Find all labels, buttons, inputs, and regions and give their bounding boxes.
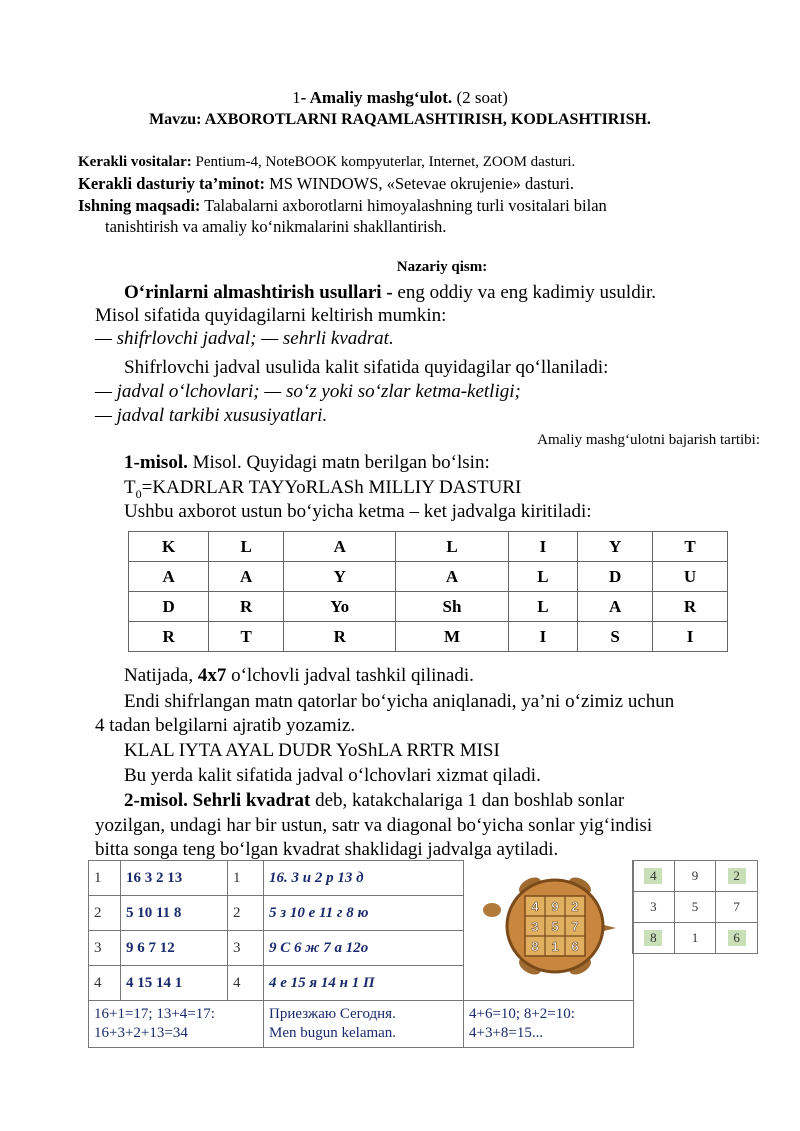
table-row: 3 5 7: [633, 892, 758, 923]
topic-title: Mavzu: AXBOROTLARNI RAQAMLASHTIRISH, KODLASHTIRISH.: [149, 111, 651, 128]
plaintext-line: $T_0=KADRLAR$ TAYYoRLASh MILLIY DASTURI: [124, 477, 522, 501]
software-line: Kerakli dasturiy ta’minot: MS WINDOWS, «Setevae okrujenie» dasturi.: [78, 174, 575, 193]
sum-note: 16+1=17; 13+4=17: 16+3+2+13=34: [89, 1001, 264, 1048]
turtle-head: [483, 903, 501, 917]
para-keys: Shifrlovchi jadval usulida kalit sifatida quyidagilar qo‘llaniladi:: [124, 357, 609, 378]
table-row: 2 5 10 11 8 2 5 з 10 е 11 г 8 ю: [89, 896, 634, 931]
turtle-number: 7: [571, 919, 579, 934]
translation-note: Приезжаю Сегодня. Men bugun kelaman.: [264, 1001, 464, 1048]
para-permutation-line2: Misol sifatida quyidagilarni keltirish mumkin:: [95, 305, 447, 326]
key-note: Bu yerda kalit sifatida jadval o‘lchovlari xizmat qiladi.: [124, 765, 541, 786]
practice-title: 1- Amaliy mashg‘ulot. (2 soat): [292, 88, 508, 107]
table-row: [89, 1001, 634, 1048]
list-methods: — shifrlovchi jadval; — sehrli kvadrat.: [95, 328, 394, 349]
cipher-table: [128, 531, 728, 652]
lo-shu-note: 4+6=10; 8+2=10: 4+3+8=15...: [464, 1001, 634, 1048]
table-row: 4 9 2: [633, 861, 758, 892]
table-row: 1 16 3 2 13 1 16. 3 и 2 р 13 д: [89, 861, 634, 896]
table-row: R T R M I S I: [129, 622, 728, 652]
turtle-number: 8: [531, 939, 539, 954]
table-row: D R Yo Sh L A R: [129, 592, 728, 622]
turtle-number: 5: [551, 919, 559, 934]
turtle-number: 3: [531, 919, 539, 934]
aim-paragraph: Ishning maqsadi: Talabalarni axborotlarni himoyalashning turli vositalari bilan tanishtirish va amaliy ko‘nikmalarini shakllantirish.: [78, 196, 607, 236]
lo-shu-table: [632, 860, 758, 954]
table-row: K L A L I Y T: [129, 532, 728, 562]
ciphertext-line: KLAL IYTA AYAL DUDR YoShLA RRTR MISI: [124, 740, 500, 761]
example2-line3: bitta songa teng bo‘lgan kvadrat shaklidagi jadvalga aytiladi.: [95, 839, 559, 860]
example2-intro: 2-misol. Sehrli kvadrat deb, katakchalariga 1 dan boshlab sonlar: [124, 790, 625, 811]
turtle-number: 1: [551, 939, 559, 954]
turtle-number: 2: [571, 899, 579, 914]
theory-heading: Nazariy qism:: [396, 259, 488, 275]
para-permutation: O‘rinlarni almashtirish usullari - eng oddiy va eng kadimiy usuldir.: [124, 282, 656, 303]
result-line: Natijada, 4x7 o‘lchovli jadval tashkil qilinadi.: [124, 665, 474, 686]
example2-line2: yozilgan, undagi har bir ustun, satr va diagonal bo‘yicha sonlar yig‘indisi: [95, 815, 653, 836]
example1-instruction: Ushbu axborot ustun bo‘yicha ketma – ket jadvalga kiritiladi:: [124, 501, 592, 522]
list-keys-1: — jadval o‘lchovlari; — so‘z yoki so‘zlar ketma-ketligi;: [95, 381, 521, 402]
turtle-number: 9: [551, 899, 559, 914]
para-rows-line2: 4 tadan belgilarni ajratib yozamiz.: [95, 715, 356, 736]
turtle-number: 6: [571, 939, 579, 954]
turtle-lo-shu-image: [478, 862, 632, 982]
table-row: 4 4 15 14 1 4 4 е 15 я 14 н 1 П: [89, 966, 634, 1001]
table-row: 8 1 6: [633, 923, 758, 954]
tools-line: Kerakli vositalar: Pentium-4, NoteBOOK kompyuterlar, Internet, ZOOM dasturi.: [78, 154, 576, 170]
turtle-number: 4: [531, 899, 539, 914]
table-row: 3 9 6 7 12 3 9 С 6 ж 7 а 12о: [89, 931, 634, 966]
list-keys-2: — jadval tarkibi xususiyatlari.: [95, 405, 328, 426]
order-heading: Amaliy mashg‘ulotni bajarish tartibi:: [537, 432, 760, 448]
para-rows: Endi shifrlangan matn qatorlar bo‘yicha aniqlanadi, ya’ni o‘zimiz uchun: [124, 691, 675, 712]
table-row: A A Y A L D U: [129, 562, 728, 592]
example1-intro: 1-misol. Misol. Quyidagi matn berilgan bo‘lsin:: [124, 452, 490, 473]
